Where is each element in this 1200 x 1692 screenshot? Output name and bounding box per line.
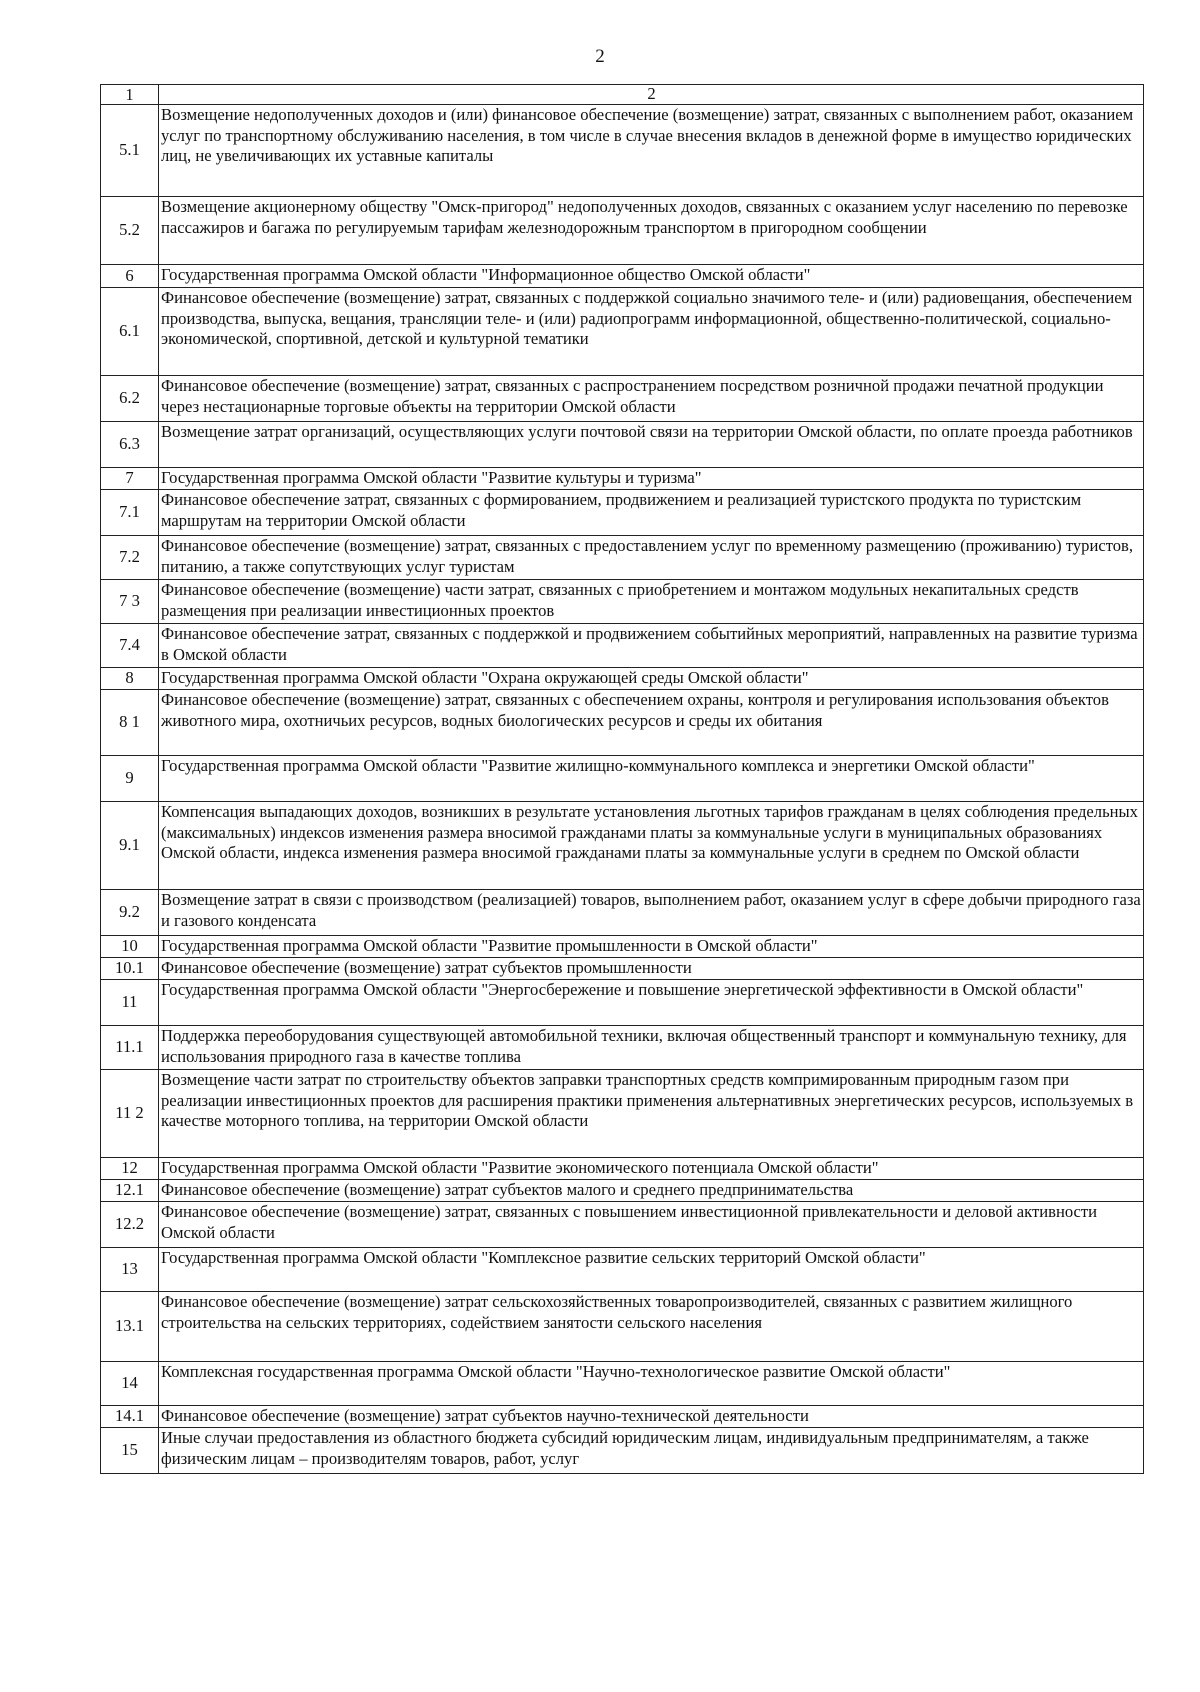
table-row <box>101 422 1144 468</box>
row-number: 14.1 <box>101 1406 159 1428</box>
table-header-row <box>101 85 1144 105</box>
row-description: Государственная программа Омской области "Развитие промышленности в Омской области" <box>159 936 1144 958</box>
table-row <box>101 288 1144 376</box>
row-number: 11 <box>101 980 159 1026</box>
row-description: Финансовое обеспечение (возмещение) затрат субъектов промышленности <box>159 958 1144 980</box>
row-description: Государственная программа Омской области "Развитие жилищно-коммунального комплекса и энергетики Омской области" <box>159 756 1144 802</box>
table-row <box>101 690 1144 756</box>
row-number: 5.1 <box>101 105 159 197</box>
row-description: Иные случаи предоставления из областного бюджета субсидий юридическим лицам, индивидуальным предпринимателям, а также физическим лицам – производителям товаров, работ, услуг <box>159 1428 1144 1474</box>
row-number: 13 <box>101 1248 159 1292</box>
table-row <box>101 802 1144 890</box>
row-number: 7 <box>101 468 159 490</box>
row-number: 10 <box>101 936 159 958</box>
table-row <box>101 197 1144 265</box>
table-row <box>101 1406 1144 1428</box>
row-description: Финансовое обеспечение затрат, связанных с поддержкой и продвижением событийных мероприятий, направленных на развитие туризма в Омской области <box>159 624 1144 668</box>
row-number: 7.4 <box>101 624 159 668</box>
row-description: Государственная программа Омской области "Охрана окружающей среды Омской области" <box>159 668 1144 690</box>
table-row <box>101 980 1144 1026</box>
row-number: 12.2 <box>101 1202 159 1248</box>
row-number: 13.1 <box>101 1292 159 1362</box>
row-description: Финансовое обеспечение (возмещение) части затрат, связанных с приобретением и монтажом модульных некапитальных средств размещения при реализации инвестиционных проектов <box>159 580 1144 624</box>
row-number: 7 3 <box>101 580 159 624</box>
table-row <box>101 668 1144 690</box>
row-number: 12 <box>101 1158 159 1180</box>
table-row <box>101 105 1144 197</box>
row-description: Государственная программа Омской области "Информационное общество Омской области" <box>159 265 1144 288</box>
table-row <box>101 1292 1144 1362</box>
table-row <box>101 1180 1144 1202</box>
row-number: 8 <box>101 668 159 690</box>
table-row <box>101 756 1144 802</box>
table-row <box>101 1248 1144 1292</box>
row-number: 6.3 <box>101 422 159 468</box>
row-description: Государственная программа Омской области "Развитие культуры и туризма" <box>159 468 1144 490</box>
row-number: 11.1 <box>101 1026 159 1070</box>
table-row <box>101 624 1144 668</box>
row-description: Финансовое обеспечение (возмещение) затрат субъектов научно-технической деятельности <box>159 1406 1144 1428</box>
row-number: 6.2 <box>101 376 159 422</box>
table-row <box>101 958 1144 980</box>
table-row <box>101 376 1144 422</box>
row-description: Финансовое обеспечение (возмещение) затрат, связанных с повышением инвестиционной привлекательности и деловой активности Омской области <box>159 1202 1144 1248</box>
table-row <box>101 1362 1144 1406</box>
row-number: 8 1 <box>101 690 159 756</box>
table-row <box>101 1158 1144 1180</box>
row-description: Поддержка переоборудования существующей автомобильной техники, включая общественный транспорт и коммунальную технику, для использования природного газа в качестве топлива <box>159 1026 1144 1070</box>
row-description: Финансовое обеспечение (возмещение) затрат сельскохозяйственных товаропроизводителей, связанных с развитием жилищного строительства на сельских территориях, содействием занятости сельского населения <box>159 1292 1144 1362</box>
row-number: 9.2 <box>101 890 159 936</box>
row-number: 6.1 <box>101 288 159 376</box>
row-description: Возмещение затрат в связи с производством (реализацией) товаров, выполнением работ, оказанием услуг в сфере добычи природного газа и газового конденсата <box>159 890 1144 936</box>
row-description: Возмещение акционерному обществу "Омск-пригород" недополученных доходов, связанных с оказанием услуг населению по перевозке пассажиров и багажа по регулируемым тарифам железнодорожным транспортом в пригородном сообщении <box>159 197 1144 265</box>
row-number: 6 <box>101 265 159 288</box>
row-description: Финансовое обеспечение (возмещение) затрат, связанных с обеспечением охраны, контроля и регулирования использования объектов животного мира, охотничьих ресурсов, водных биологических ресурсов и среды их обитания <box>159 690 1144 756</box>
row-description: Компенсация выпадающих доходов, возникших в результате установления льготных тарифов гражданам в целях соблюдения предельных (максимальных) индексов изменения размера вносимой гражданами платы за коммунальные услуги в муниципальных образованиях Омской области, индекса изменения размера вносимой гражданами платы за коммунальные услуги в среднем по Омской области <box>159 802 1144 890</box>
table-row <box>101 490 1144 536</box>
row-description: Комплексная государственная программа Омской области "Научно-технологическое развитие Омской области" <box>159 1362 1144 1406</box>
header-column-2: 2 <box>159 85 1144 105</box>
row-number: 15 <box>101 1428 159 1474</box>
row-number: 7.2 <box>101 536 159 580</box>
table-row <box>101 1202 1144 1248</box>
table-row <box>101 1428 1144 1474</box>
table-row <box>101 468 1144 490</box>
header-column-1: 1 <box>101 85 159 105</box>
row-number: 9.1 <box>101 802 159 890</box>
page-number: 2 <box>595 46 605 67</box>
table-row <box>101 1026 1144 1070</box>
row-description: Государственная программа Омской области "Энергосбережение и повышение энергетической эффективности в Омской области" <box>159 980 1144 1026</box>
row-number: 10.1 <box>101 958 159 980</box>
table-row <box>101 536 1144 580</box>
row-description: Возмещение недополученных доходов и (или) финансовое обеспечение (возмещение) затрат, связанных с выполнением работ, оказанием услуг по транспортному обслуживанию населения, в том числе в случае внесения вкладов в денежной форме в имущество юридических лиц, не увеличивающих их уставные капиталы <box>159 105 1144 197</box>
row-description: Финансовое обеспечение (возмещение) затрат субъектов малого и среднего предпринимательства <box>159 1180 1144 1202</box>
row-description: Финансовое обеспечение (возмещение) затрат, связанных с поддержкой социально значимого теле- и (или) радиовещания, обеспечением производства, выпуска, вещания, трансляции теле- и (или) радиопрограмм информационной, общественно-политической, социально-экономической, спортивной, детской и культурной тематики <box>159 288 1144 376</box>
row-description: Государственная программа Омской области "Комплексное развитие сельских территорий Омской области" <box>159 1248 1144 1292</box>
row-number: 5.2 <box>101 197 159 265</box>
table-row <box>101 580 1144 624</box>
row-number: 12.1 <box>101 1180 159 1202</box>
row-number: 11 2 <box>101 1070 159 1158</box>
row-description: Возмещение затрат организаций, осуществляющих услуги почтовой связи на территории Омской области, по оплате проезда работников <box>159 422 1144 468</box>
table-row <box>101 936 1144 958</box>
row-description: Финансовое обеспечение (возмещение) затрат, связанных с распространением посредством розничной продажи печатной продукции через нестационарные торговые объекты на территории Омской области <box>159 376 1144 422</box>
row-number: 14 <box>101 1362 159 1406</box>
subsidy-table <box>100 84 1144 1474</box>
row-description: Государственная программа Омской области "Развитие экономического потенциала Омской области" <box>159 1158 1144 1180</box>
row-number: 9 <box>101 756 159 802</box>
row-description: Возмещение части затрат по строительству объектов заправки транспортных средств компримированным природным газом при реализации инвестиционных проектов для расширения практики применения альтернативных энергетических ресурсов, используемых в качестве моторного топлива, на территории Омской области <box>159 1070 1144 1158</box>
row-description: Финансовое обеспечение затрат, связанных с формированием, продвижением и реализацией туристского продукта по туристским маршрутам на территории Омской области <box>159 490 1144 536</box>
table-row <box>101 890 1144 936</box>
table-row <box>101 265 1144 288</box>
table-row <box>101 1070 1144 1158</box>
row-description: Финансовое обеспечение (возмещение) затрат, связанных с предоставлением услуг по временному размещению (проживанию) туристов, питанию, а также сопутствующих услуг туристам <box>159 536 1144 580</box>
row-number: 7.1 <box>101 490 159 536</box>
